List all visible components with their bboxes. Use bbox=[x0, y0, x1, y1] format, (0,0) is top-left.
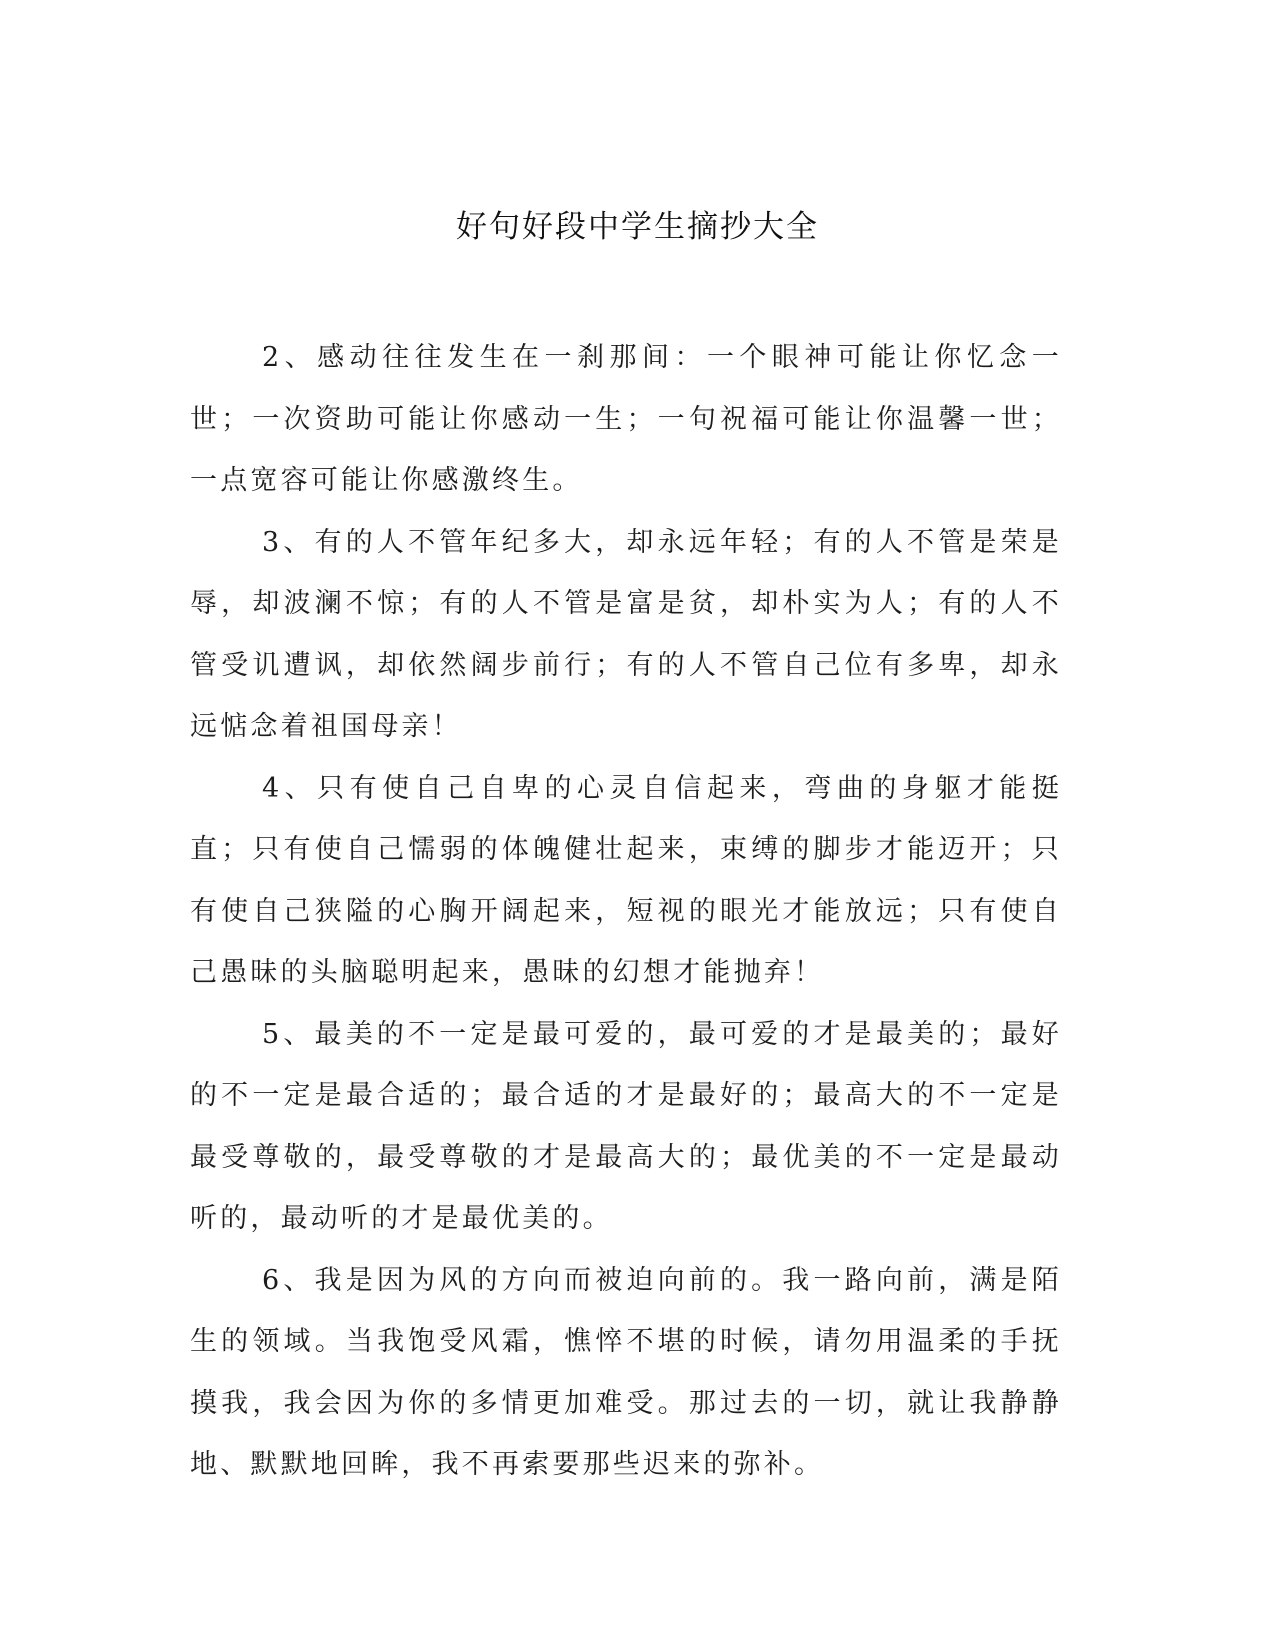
document-title: 好句好段中学生摘抄大全 bbox=[456, 209, 819, 245]
paragraph-3: 3、有的人不管年纪多大，却永远年轻；有的人不管是荣是辱，却波澜不惊；有的人不管是富是贫，却朴实为人；有的人不管受讥遭讽，却依然阔步前行；有的人不管自己位有多卑，却永远惦念着祖国母亲！ bbox=[190, 526, 1062, 742]
paragraph-2: 2、感动往往发生在一刹那间：一个眼神可能让你忆念一世；一次资助可能让你感动一生；一句祝福可能让你温馨一世；一点宽容可能让你感激终生。 bbox=[190, 342, 1062, 496]
paragraph-4: 4、只有使自己自卑的心灵自信起来，弯曲的身躯才能挺直；只有使自己懦弱的体魄健壮起来，束缚的脚步才能迈开；只有使自己狭隘的心胸开阔起来，短视的眼光才能放远；只有使自己愚昧的头脑聪明起来，愚昧的幻想才能抛弃！ bbox=[190, 772, 1062, 988]
paragraph-5: 5、最美的不一定是最可爱的，最可爱的才是最美的；最好的不一定是最合适的；最合适的才是最好的；最高大的不一定是最受尊敬的，最受尊敬的才是最高大的；最优美的不一定是最动听的，最动听的才是最优美的。 bbox=[190, 1018, 1062, 1234]
document-body bbox=[190, 327, 1062, 1496]
paragraph-6: 6、我是因为风的方向而被迫向前的。我一路向前，满是陌生的领域。当我饱受风霜，憔悴不堪的时候，请勿用温柔的手抚摸我，我会因为你的多情更加难受。那过去的一切，就让我静静地、默默地回眸，我不再索要那些迟来的弥补。 bbox=[190, 1264, 1062, 1480]
